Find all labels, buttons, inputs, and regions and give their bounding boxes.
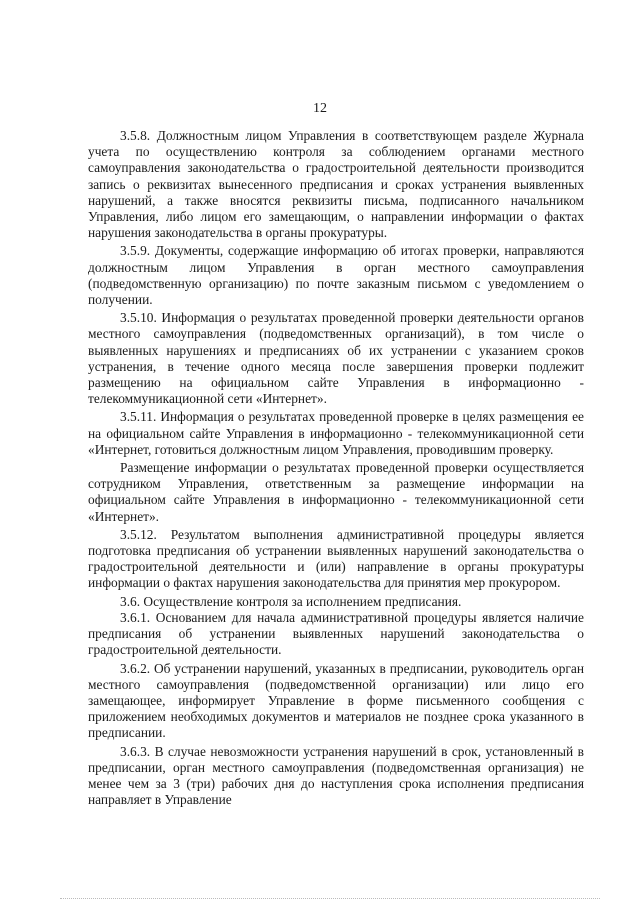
- paragraph-3-5-10: 3.5.10. Информация о результатах проведенной проверки деятельности органов местного самоуправления (подведомственных организаций), в том числе о выявленных нарушениях и предписаниях об их устранении с указанием сроков устранения, в течение одного месяца после завершения проверки подлежит размещению на официальном сайте Управления в информационно - телекоммуникационной сети «Интернет».: [88, 310, 584, 407]
- paragraph-3-6-1: 3.6.1. Основанием для начала административной процедуры является наличие предписания об устранении выявленных нарушений законодательства о градостроительной деятельности.: [88, 609, 584, 658]
- paragraph-placement: Размещение информации о результатах проведенной проверки осуществляется сотрудником Управления, ответственным за размещение информации на официальном сайте Управления в информационно - телекоммуникационной сети «Интернет».: [88, 460, 584, 524]
- scan-edge-artifact: [60, 898, 600, 899]
- paragraph-3-5-8: 3.5.8. Должностным лицом Управления в соответствующем разделе Журнала учета по осуществлению контроля за соблюдением органами местного самоуправления законодательства о градостроительной деятельности производится запись о реквизитах вынесенного предписания и сроках устранения выявленных нарушений, а также вносятся реквизиты письма, подписанного начальником Управления, либо лицом его замещающим, о направлении информации о фактах нарушения законодательства в органы прокуратуры.: [88, 128, 584, 241]
- paragraph-3-5-11: 3.5.11. Информация о результатах проведенной проверке в целях размещения ее на официальном сайте Управления в информационно - телекоммуникационной сети «Интернет, готовиться должностным лицом Управления, проводившим проверку.: [88, 409, 584, 457]
- document-body: [88, 128, 584, 808]
- paragraph-3-6-2: 3.6.2. Об устранении нарушений, указанных в предписании, руководитель орган местного самоуправления (подведомственной организации) или лицо его замещающее, информирует Управление в форме письменного сообщения с приложением необходимых документов и материалов не позднее срока указанного в предписании.: [88, 660, 584, 741]
- page-number: 12: [313, 101, 327, 116]
- paragraph-3-6: 3.6. Осуществление контроля за исполнением предписания.: [120, 593, 462, 609]
- paragraph-3-5-12: 3.5.12. Результатом выполнения административной процедуры является подготовка предписания об устранении выявленных нарушений законодательства о градостроительной деятельности и (или) направление в органы прокуратуры информации о фактах нарушения законодательства для принятия мер прокурором.: [88, 526, 584, 591]
- paragraph-3-6-3: 3.6.3. В случае невозможности устранения нарушений в срок, установленный в предписании, орган местного самоуправления (подведомственная организация) не менее чем за 3 (три) рабочих дня до наступления срока исполнения предписания направляет в Управление: [88, 743, 584, 808]
- paragraph-3-5-9: 3.5.9. Документы, содержащие информацию об итогах проверки, направляются должностным лицом Управления в орган местного самоуправления (подведомственную организацию) по почте заказным письмом с уведомлением о получении.: [88, 243, 584, 308]
